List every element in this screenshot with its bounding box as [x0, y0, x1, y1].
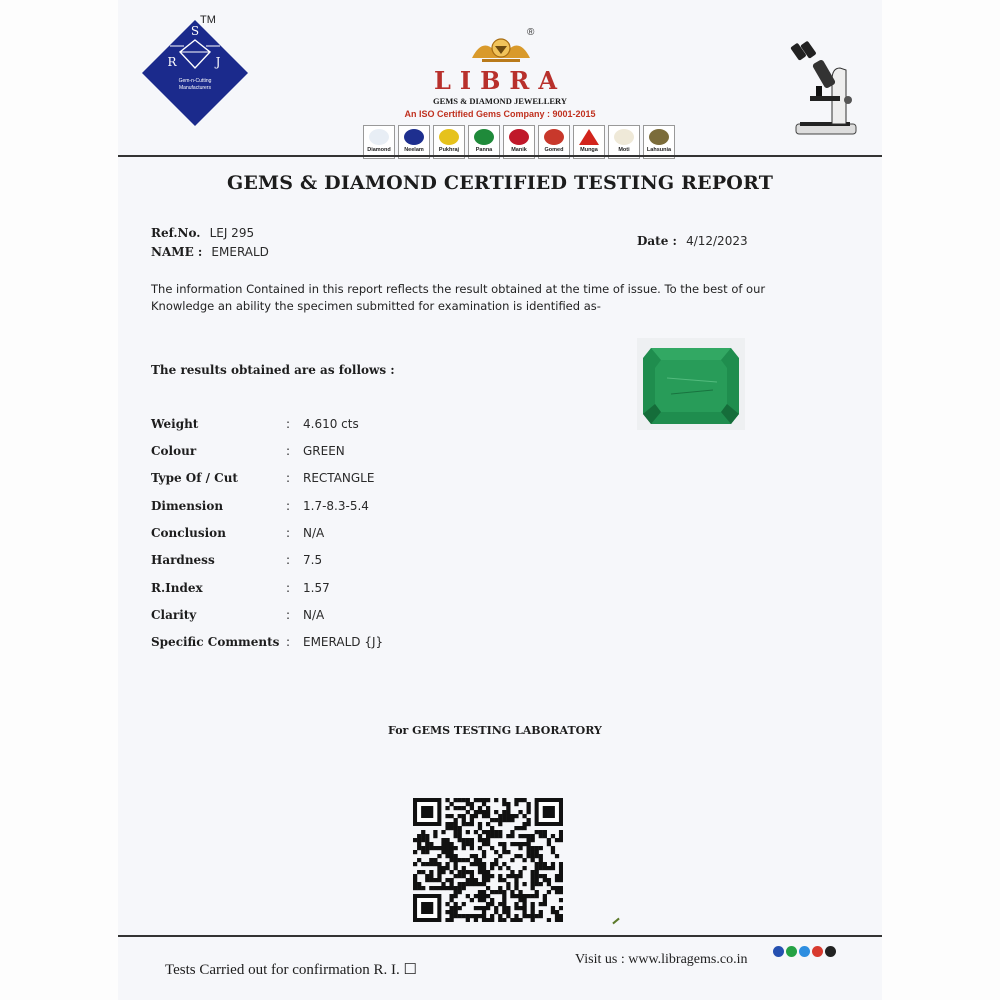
name-value: EMERALD — [211, 245, 269, 259]
property-row — [151, 496, 369, 516]
gem-item-moti — [608, 125, 640, 159]
gem-item-pukhraj — [433, 125, 465, 159]
iso-certification: An ISO Certified Gems Company : 9001-2015 — [404, 109, 596, 119]
footer-divider — [118, 935, 882, 937]
gem-label: Munga — [580, 147, 598, 153]
property-label: Hardness — [151, 553, 215, 567]
ref-number — [151, 222, 254, 241]
diamond-gem-icon — [369, 129, 389, 145]
facebook-icon[interactable] — [773, 946, 784, 957]
logo-caption-1: Gem-n-Cutting — [178, 78, 212, 84]
gem-label: Moti — [618, 147, 630, 153]
gem-item-gomed — [538, 125, 570, 159]
gem-item-munga — [573, 125, 605, 159]
twitter-icon[interactable] — [799, 946, 810, 957]
property-value: RECTANGLE — [303, 471, 375, 485]
date-label: Date : — [637, 234, 677, 248]
whatsapp-icon[interactable] — [786, 946, 797, 957]
neelam-gem-icon — [404, 129, 424, 145]
intro-line-1: The information Contained in this report reflects the result obtained at the time of issue. To the best of our — [151, 282, 766, 296]
gem-label: Manik — [511, 147, 527, 153]
property-row — [151, 523, 324, 543]
property-row — [151, 468, 374, 488]
intro-line-2: Knowledge an ability the specimen submitted for examination is identified as- — [151, 299, 601, 313]
property-row — [151, 441, 345, 461]
qr-code-image — [413, 798, 563, 922]
page-margin-right — [882, 0, 1000, 1000]
property-separator: : — [286, 635, 291, 649]
gem-label: Neelam — [404, 147, 424, 153]
munga-gem-icon — [579, 129, 599, 145]
property-value: GREEN — [303, 444, 345, 458]
property-label: Dimension — [151, 499, 224, 513]
property-separator: : — [286, 608, 291, 622]
property-label: Type Of / Cut — [151, 471, 238, 485]
moti-gem-icon — [614, 129, 634, 145]
brand-subtitle: GEMS & DIAMOND JEWELLERY — [432, 96, 568, 106]
ref-label: Ref.No. — [151, 226, 201, 240]
property-separator: : — [286, 499, 291, 513]
gem-item-neelam — [398, 125, 430, 159]
brand-name: LIBRA — [434, 66, 566, 95]
gem-strip — [363, 125, 675, 159]
pukhraj-gem-icon — [439, 129, 459, 145]
property-value: EMERALD {J} — [303, 635, 384, 649]
property-row — [151, 414, 359, 434]
social-icons — [773, 946, 836, 957]
property-separator: : — [286, 444, 291, 458]
property-separator: : — [286, 553, 291, 567]
brand-block — [380, 22, 620, 119]
registered-mark: ® — [527, 27, 535, 38]
property-row — [151, 632, 383, 652]
manik-gem-icon — [509, 129, 529, 145]
trademark-mark: TM — [200, 14, 216, 26]
header-divider — [118, 155, 882, 157]
panna-gem-icon — [474, 129, 494, 145]
srj-logo — [140, 18, 250, 128]
gem-item-lahsunia — [643, 125, 675, 159]
property-label: Weight — [151, 417, 199, 431]
logo-caption-2: Manufacturers — [179, 85, 211, 91]
property-label: R.Index — [151, 581, 203, 595]
microscope-icon — [788, 40, 860, 140]
youtube-icon[interactable] — [812, 946, 823, 957]
gem-label: Pukhraj — [438, 147, 460, 153]
property-value: 7.5 — [303, 553, 323, 567]
property-value: 4.610 cts — [303, 417, 359, 431]
property-label: Clarity — [151, 608, 197, 622]
property-value: N/A — [303, 526, 325, 540]
gem-item-manik — [503, 125, 535, 159]
logo-letter-r: R — [167, 55, 177, 69]
ref-value: LEJ 295 — [209, 226, 255, 240]
name-label: NAME : — [151, 245, 203, 259]
property-row — [151, 578, 330, 598]
property-value: 1.57 — [303, 581, 330, 595]
specimen-name — [151, 241, 269, 260]
logo-letter-j: J — [215, 55, 221, 69]
property-value: N/A — [303, 608, 325, 622]
results-heading: The results obtained are as follows : — [151, 363, 395, 377]
gem-label: Gomed — [544, 147, 564, 153]
gomed-gem-icon — [544, 129, 564, 145]
property-row — [151, 550, 322, 570]
page-margin-left — [0, 0, 118, 1000]
gem-label: Lahsunia — [646, 147, 672, 153]
property-separator: : — [286, 471, 291, 485]
gem-label: Diamond — [367, 147, 391, 153]
gem-label: Panna — [475, 147, 493, 153]
gem-item-diamond — [363, 125, 395, 159]
property-label: Conclusion — [151, 526, 226, 540]
gem-item-panna — [468, 125, 500, 159]
website-link[interactable]: Visit us : www.libragems.co.in — [575, 952, 748, 967]
footer-confirmation-text: Tests Carried out for confirmation R. I. ☐ — [165, 962, 417, 978]
property-value: 1.7-8.3-5.4 — [303, 499, 369, 513]
property-label: Colour — [151, 444, 197, 458]
property-label: Specific Comments — [151, 635, 280, 649]
property-row — [151, 605, 324, 625]
date-value: 4/12/2023 — [686, 234, 748, 248]
property-separator: : — [286, 526, 291, 540]
instagram-icon[interactable] — [825, 946, 836, 957]
logo-letter-s: S — [190, 24, 200, 38]
emerald-stone-image — [637, 338, 745, 430]
property-separator: : — [286, 581, 291, 595]
lab-signature-line: For GEMS TESTING LABORATORY — [388, 724, 602, 737]
lahsunia-gem-icon — [649, 129, 669, 145]
report-date — [637, 230, 748, 249]
report-title: GEMS & DIAMOND CERTIFIED TESTING REPORT — [226, 172, 774, 194]
property-separator: : — [286, 417, 291, 431]
intro-paragraph — [151, 281, 791, 315]
